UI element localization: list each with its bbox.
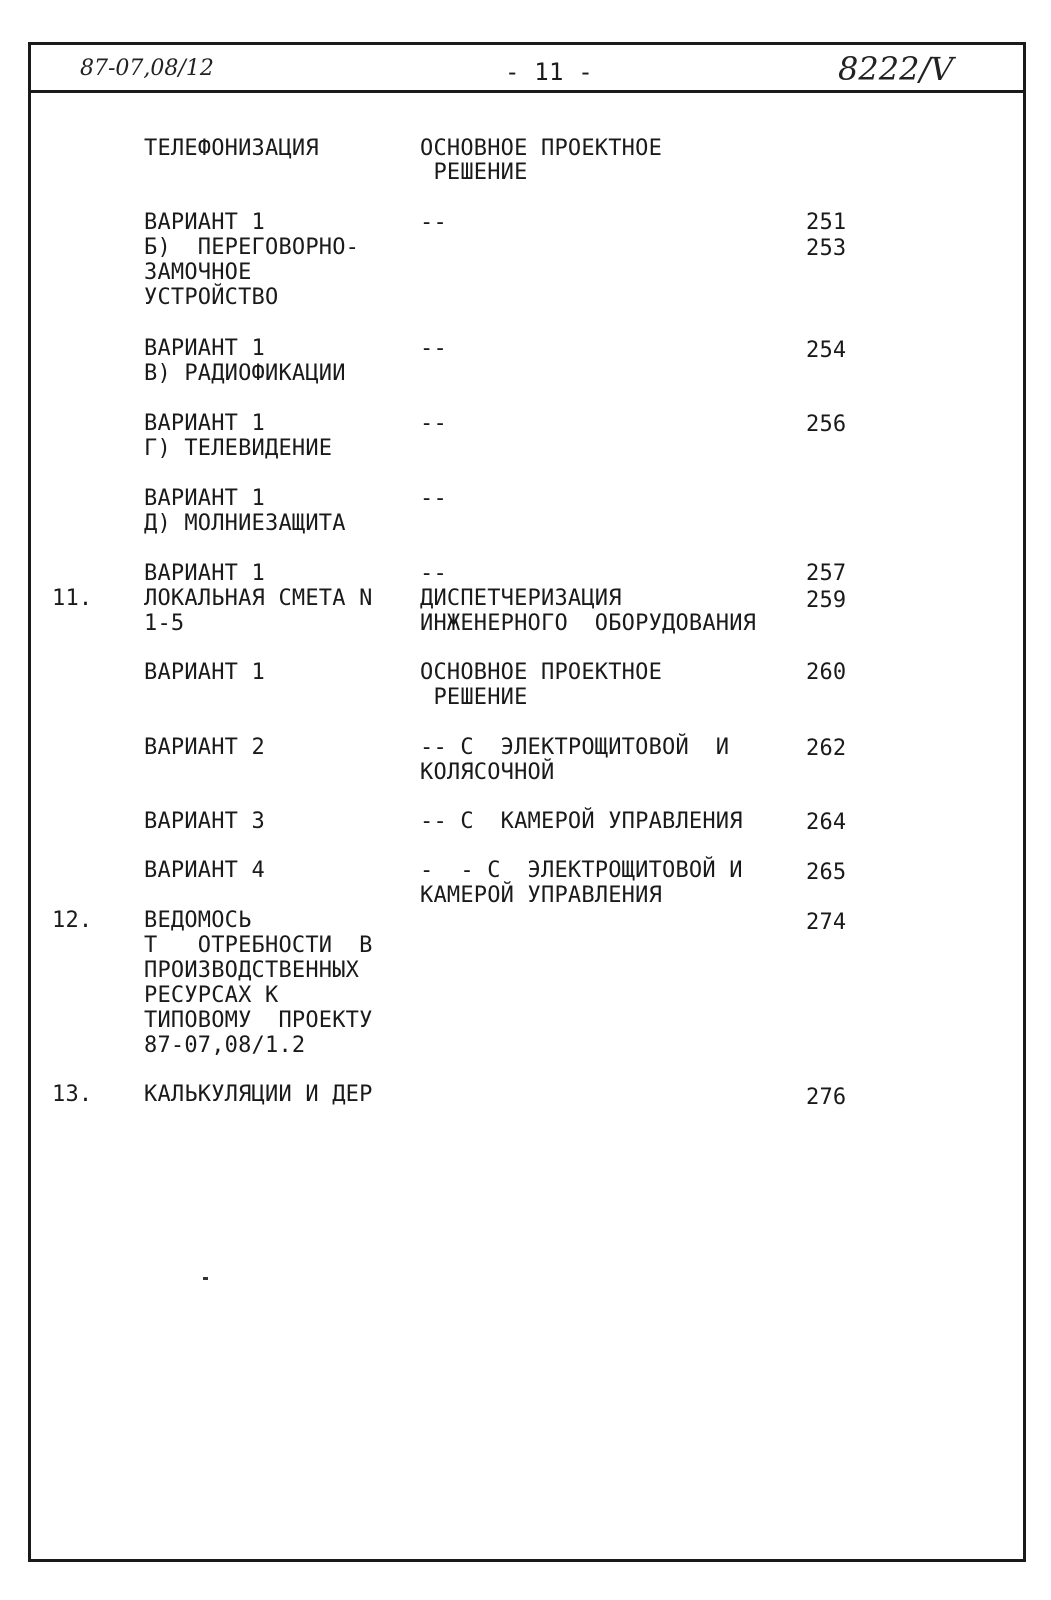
variant-description: РЕШЕНИЕ xyxy=(420,685,528,710)
item-label: Б) ПЕРЕГОВОРНО- xyxy=(144,235,360,260)
variant-label: ВАРИАНТ 4 xyxy=(144,858,266,883)
page-ref: 254 xyxy=(806,338,847,363)
page-ref: 265 xyxy=(806,860,847,885)
variant-description: КОЛЯСОЧНОЙ xyxy=(420,760,555,785)
page-ref: 259 xyxy=(806,588,847,613)
page-ref: 257 xyxy=(806,561,847,586)
dash: -- xyxy=(420,561,447,586)
variant-description: -- С КАМЕРОЙ УПРАВЛЕНИЯ xyxy=(420,809,743,834)
page-number: - 11 - xyxy=(505,58,593,86)
page-ref: 274 xyxy=(806,910,847,935)
dash: -- xyxy=(420,336,447,361)
item-number: 13. xyxy=(52,1082,93,1107)
item-title: ЛОКАЛЬНАЯ СМЕТА N xyxy=(144,586,373,611)
doc-code: 87-07,08/12 xyxy=(80,56,214,81)
item-title: ВЕДОМОСЬ xyxy=(144,908,252,933)
variant-description: КАМЕРОЙ УПРАВЛЕНИЯ xyxy=(420,883,663,908)
variant-description: -- С ЭЛЕКТРОЩИТОВОЙ И xyxy=(420,735,730,760)
page-ref: 276 xyxy=(806,1085,847,1110)
item-title: ТИПОВОМУ ПРОЕКТУ xyxy=(144,1008,373,1033)
item-description: ДИСПЕТЧЕРИЗАЦИЯ xyxy=(420,586,622,611)
item-label: В) РАДИОФИКАЦИИ xyxy=(144,361,346,386)
solution-text: РЕШЕНИЕ xyxy=(420,160,528,185)
variant-label: ВАРИАНТ 1 xyxy=(144,660,266,685)
item-description: ИНЖЕНЕРНОГО ОБОРУДОВАНИЯ xyxy=(420,611,757,636)
variant-label: ВАРИАНТ 1 xyxy=(144,336,266,361)
archive-number: 8222/V xyxy=(838,50,954,88)
dash: -- xyxy=(420,210,447,235)
item-label: УСТРОЙСТВО xyxy=(144,285,279,310)
item-title: РЕСУРСАХ К xyxy=(144,983,279,1008)
page-ref: 251 xyxy=(806,210,847,235)
item-title: 87-07,08/1.2 xyxy=(144,1033,306,1058)
dash: -- xyxy=(420,411,447,436)
stray-mark xyxy=(203,1277,208,1280)
item-title: 1-5 xyxy=(144,611,185,636)
item-label: ЗАМОЧНОЕ xyxy=(144,260,252,285)
dash: -- xyxy=(420,486,447,511)
page-ref: 262 xyxy=(806,736,847,761)
header-divider xyxy=(28,90,1026,93)
page-ref: 253 xyxy=(806,236,847,261)
item-number: 11. xyxy=(52,586,93,611)
item-title: КАЛЬКУЛЯЦИИ И ДЕР xyxy=(144,1082,373,1107)
solution-text: ОСНОВНОЕ ПРОЕКТНОЕ xyxy=(420,136,663,161)
variant-label: ВАРИАНТ 1 xyxy=(144,486,266,511)
item-number: 12. xyxy=(52,908,93,933)
page-ref: 264 xyxy=(806,810,847,835)
section-title: ТЕЛЕФОНИЗАЦИЯ xyxy=(144,136,319,161)
variant-label: ВАРИАНТ 1 xyxy=(144,210,266,235)
variant-label: ВАРИАНТ 1 xyxy=(144,561,266,586)
page-ref: 256 xyxy=(806,412,847,437)
variant-label: ВАРИАНТ 1 xyxy=(144,411,266,436)
item-title: Т ОТРЕБНОСТИ В xyxy=(144,933,373,958)
variant-label: ВАРИАНТ 2 xyxy=(144,735,266,760)
item-label: Д) МОЛНИЕЗАЩИТА xyxy=(144,511,346,536)
variant-label: ВАРИАНТ 3 xyxy=(144,809,266,834)
item-title: ПРОИЗВОДСТВЕННЫХ xyxy=(144,958,360,983)
item-label: Г) ТЕЛЕВИДЕНИЕ xyxy=(144,436,333,461)
page-ref: 260 xyxy=(806,660,847,685)
variant-description: - - С ЭЛЕКТРОЩИТОВОЙ И xyxy=(420,858,743,883)
variant-description: ОСНОВНОЕ ПРОЕКТНОЕ xyxy=(420,660,663,685)
